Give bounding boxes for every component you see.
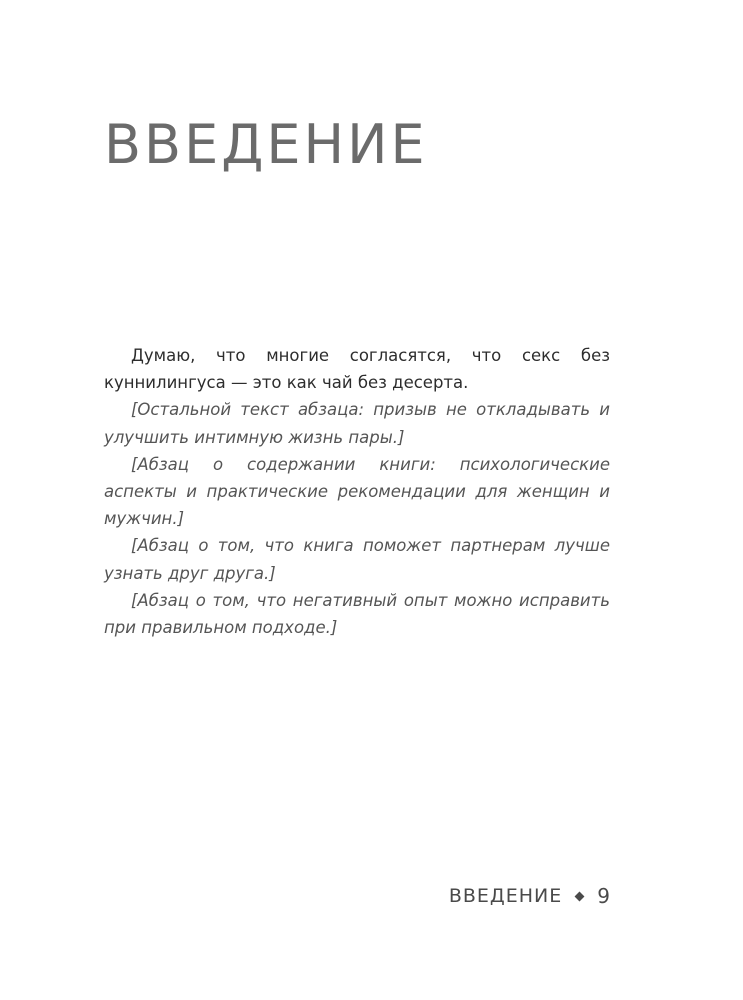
running-head: ВВЕДЕНИЕ <box>448 885 563 907</box>
body-text <box>104 342 610 641</box>
paragraph-4-summary: [Абзац о том, что негативный опыт можно исправить при правильном подходе.] <box>104 590 610 638</box>
page-number: 9 <box>597 884 611 908</box>
page-footer <box>449 884 611 908</box>
diamond-icon <box>575 891 585 901</box>
paragraph-3-summary: [Абзац о том, что книга поможет партнерам лучше узнать друг друга.] <box>104 536 610 583</box>
paragraph-1-opening: Думаю, что многие согласятся, что секс без куннилингуса — это как чай без десерта. <box>104 346 610 393</box>
chapter-title: ВВЕДЕНИЕ <box>104 113 428 176</box>
paragraph-2-summary: [Абзац о содержании книги: психологические аспекты и практические рекомендации для женщин и мужчин.] <box>104 454 610 529</box>
paragraph-1-summary: [Остальной текст абзаца: призыв не откладывать и улучшить интимную жизнь пары.] <box>104 400 610 447</box>
